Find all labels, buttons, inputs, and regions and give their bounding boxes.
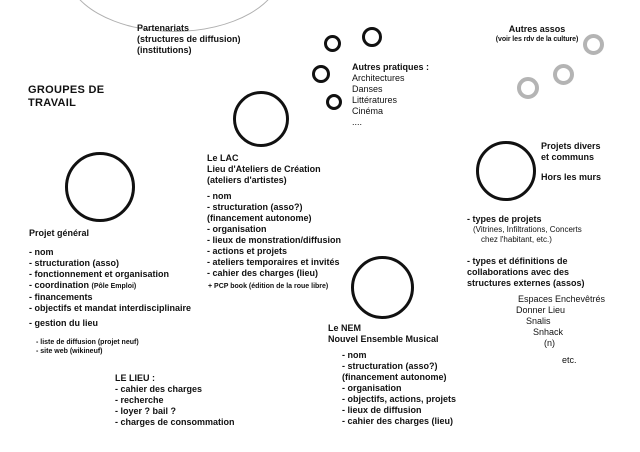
projets-divers-header bbox=[541, 141, 601, 183]
projet-general-title: Projet général bbox=[29, 228, 90, 238]
projets-divers-line3: Hors les murs bbox=[541, 172, 602, 182]
partenariats-line3: (institutions) bbox=[137, 45, 192, 55]
le-lieu-item: - recherche bbox=[115, 395, 164, 405]
partenariats-line2: (structures de diffusion) bbox=[137, 34, 241, 44]
asso-donner-lieu: Donner Lieu bbox=[516, 305, 566, 315]
autres-assos-subtitle: (voir les rdv de la culture) bbox=[495, 36, 579, 43]
coordination-note: (Pôle Emploi) bbox=[91, 283, 137, 290]
partenariats-block bbox=[137, 23, 241, 56]
gestion-subitem: - liste de diffusion (projet neuf) bbox=[36, 339, 139, 346]
lac-item: - ateliers temporaires et invités bbox=[207, 257, 340, 267]
circle-assos-1 bbox=[583, 34, 604, 55]
projet-general-coordination bbox=[29, 280, 191, 292]
nem-item: (financement autonome) bbox=[342, 372, 447, 382]
circle-lac bbox=[233, 91, 289, 147]
types-line1: (Vitrines, Infiltrations, Concerts bbox=[473, 225, 582, 234]
nem-title: Le NEM bbox=[328, 323, 362, 333]
lac-header bbox=[207, 153, 321, 186]
lac-item: - structuration (asso?) bbox=[207, 202, 303, 212]
nem-item: - organisation bbox=[342, 383, 402, 393]
le-lieu-item: - charges de consommation bbox=[115, 417, 235, 427]
projet-general-item: - fonctionnement et organisation bbox=[29, 269, 170, 279]
groupes-heading-line2: TRAVAIL bbox=[28, 97, 77, 109]
circle-assos-3 bbox=[517, 77, 539, 99]
projets-divers-collab bbox=[467, 256, 585, 289]
le-lieu-item: - cahier des charges bbox=[115, 384, 203, 394]
nem-item: - objectifs, actions, projets bbox=[342, 394, 457, 404]
circle-pratiques-3 bbox=[312, 65, 330, 83]
le-lieu-title: LE LIEU : bbox=[115, 373, 155, 383]
projets-divers-line1: Projets divers bbox=[541, 141, 601, 151]
asso-enchevetres: Espaces Enchevêtrés bbox=[518, 294, 606, 304]
nem-list bbox=[342, 350, 456, 427]
nem-item: - lieux de diffusion bbox=[342, 405, 422, 415]
collab-line2: collaborations avec des bbox=[467, 267, 570, 277]
autres-pratiques-item: Littératures bbox=[352, 95, 398, 105]
autres-pratiques-item: .... bbox=[352, 117, 363, 127]
circle-pratiques-2 bbox=[362, 27, 382, 47]
le-lieu-list bbox=[115, 384, 235, 428]
asso-snhack: Snhack bbox=[533, 327, 564, 337]
autres-assos-title: Autres assos bbox=[508, 24, 566, 34]
projet-general-item: - objectifs et mandat interdisciplinaire bbox=[29, 302, 192, 313]
lac-item: - actions et projets bbox=[207, 246, 288, 256]
nem-item: - cahier des charges (lieu) bbox=[342, 416, 454, 426]
asso-n: (n) bbox=[544, 338, 555, 348]
lac-item: - nom bbox=[207, 191, 232, 201]
autres-pratiques-item: Architectures bbox=[352, 73, 405, 83]
types-title: - types de projets bbox=[467, 214, 542, 224]
projet-general-item: - financements bbox=[29, 291, 93, 302]
projets-divers-line2: et communs bbox=[541, 152, 595, 162]
partenariats-title: Partenariats bbox=[137, 23, 190, 33]
circle-pratiques-4 bbox=[326, 94, 342, 110]
nem-item: - nom bbox=[342, 350, 367, 360]
lac-subtitle1: Lieu d'Ateliers de Création bbox=[207, 164, 321, 174]
lac-item: - organisation bbox=[207, 224, 267, 234]
projets-divers-types bbox=[467, 214, 582, 245]
circle-assos-2 bbox=[553, 64, 574, 85]
autres-assos-block bbox=[482, 24, 592, 45]
circle-projets-divers bbox=[476, 141, 536, 201]
projet-general-list bbox=[29, 247, 191, 314]
groupes-heading-line1: GROUPES DE bbox=[28, 84, 105, 96]
nem-item: - structuration (asso?) bbox=[342, 361, 438, 371]
gestion-sublist bbox=[36, 339, 139, 356]
circle-projet-general bbox=[65, 152, 135, 222]
autres-pratiques-block bbox=[352, 62, 429, 128]
lac-item: - lieux de monstration/diffusion bbox=[207, 235, 342, 245]
asso-etc: etc. bbox=[562, 355, 577, 365]
groupes-heading bbox=[28, 84, 104, 110]
lac-item: - cahier des charges (lieu) bbox=[207, 268, 319, 278]
circle-pratiques-1 bbox=[324, 35, 341, 52]
nem-header bbox=[328, 323, 439, 345]
nem-subtitle: Nouvel Ensemble Musical bbox=[328, 334, 439, 344]
projet-general-item: - structuration (asso) bbox=[29, 258, 120, 268]
collab-line1: - types et définitions de bbox=[467, 256, 568, 266]
lac-list bbox=[207, 191, 341, 279]
lac-note: + PCP book (édition de la roue libre) bbox=[208, 283, 329, 290]
lac-title: Le LAC bbox=[207, 153, 239, 163]
lac-item: (financement autonome) bbox=[207, 213, 312, 223]
autres-pratiques-item: Danses bbox=[352, 84, 383, 94]
coordination-label: - coordination bbox=[29, 280, 89, 290]
types-line2: chez l'habitant, etc.) bbox=[481, 235, 552, 244]
autres-pratiques-title: Autres pratiques : bbox=[352, 62, 430, 72]
collab-line3: structures externes (assos) bbox=[467, 278, 585, 288]
asso-snalis: Snalis bbox=[526, 316, 551, 326]
circle-nem bbox=[351, 256, 414, 319]
gestion-du-lieu: - gestion du lieu bbox=[29, 318, 98, 328]
gestion-subitem: - site web (wikineuf) bbox=[36, 347, 103, 355]
le-lieu-item: - loyer ? bail ? bbox=[115, 406, 177, 416]
autres-pratiques-item: Cinéma bbox=[352, 106, 384, 116]
projet-general-item: - nom bbox=[29, 247, 54, 257]
lac-subtitle2: (ateliers d'artistes) bbox=[207, 175, 287, 185]
